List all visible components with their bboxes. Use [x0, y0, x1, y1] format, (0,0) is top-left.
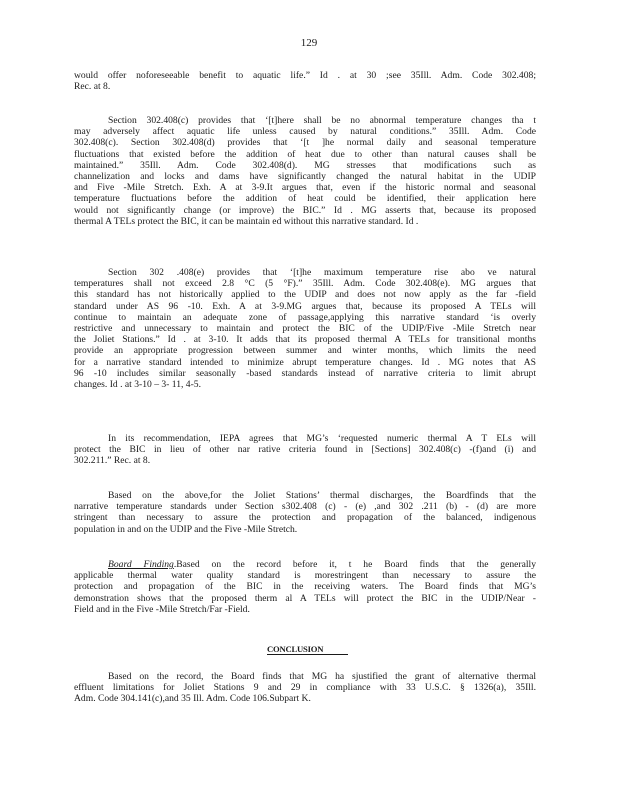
text-line: would not significantly change (or improve) the BIC.” Id . MG asserts that, because its proposed [74, 204, 536, 216]
text-line: and Five -Mile Stretch. Exh. A at 3-9.It argues that, even if the historic normal and seasonal [74, 182, 536, 194]
text-line: temperature fluctuations before the addition of heat could be identified, their application here [74, 193, 536, 205]
text-line: Based on the above,for the Joliet Stations’ thermal discharges, the Boardfinds that the [108, 490, 536, 501]
paragraph-3 [74, 267, 536, 390]
text-line: changes. Id . at 3-10 – 3- 11, 4-5. [74, 379, 201, 391]
text-line: stringent than necessary to assure the protection and propagation of the balanced, indigenous [74, 512, 536, 524]
text-line: Section 302.408(c) provides that ‘[t]here shall be no abnormal temperature changes tha t [108, 115, 536, 126]
text-line-rest: .Based on the record before it, t he Board finds that the generally [173, 559, 537, 570]
text-line [74, 559, 536, 570]
text-line: Rec. at 8. [74, 81, 111, 93]
text-line: Field and in the Five -Mile Stretch/Far -Field. [74, 603, 250, 615]
text-line: Adm. Code 304.141(c),and 35 Ill. Adm. Code 106.Subpart K. [74, 693, 311, 705]
text-line: 302.211.” Rec. at 8. [74, 455, 151, 467]
text-line: 96 -10 includes similar seasonally -based standards instead of narrative criteria to limit abrupt [74, 367, 536, 379]
paragraph-7 [74, 671, 536, 705]
text-line: this standard has not historically applied to the UDIP and does not now apply as the far -field [74, 289, 536, 301]
paragraph-5 [74, 490, 536, 535]
text-line: In its recommendation, IEPA agrees that MG’s ‘requested numeric thermal A T ELs will [108, 433, 536, 444]
text-line: may adversely affect aquatic life unless caused by natural conditions.” 35Ill. Adm. Code [74, 126, 536, 138]
text-line: thermal A TELs protect the BIC, it can be maintain ed without this narrative standard. Id . [74, 215, 419, 227]
paragraph-2 [74, 115, 536, 227]
text-line: continue to maintain an adequate zone of passage,applying this narrative standard ‘is overly [74, 311, 536, 323]
text-line: would offer noforeseeable benefit to aquatic life.” Id . at 30 ;see 35Ill. Adm. Code 302.408; [74, 70, 536, 81]
text-line: demonstration shows that the proposed therm al A TELs will protect the BIC in the UDIP/Near - [74, 592, 536, 604]
text-line: the Joliet Stations.” Id . at 3-10. It adds that its proposed thermal A TELs for transitional months [74, 334, 536, 346]
text-line: protect the BIC in lieu of other nar rative criteria found in [Sections] 302.408(c) -(f)and (i) and [74, 444, 536, 456]
text-line: fluctuations that existed before the addition of heat due to other than natural causes shall be [74, 148, 536, 160]
text-line: narrative temperature standards under Section s302.408 (c) - (e) ,and 302 .211 (b) - (d) are more [74, 501, 536, 513]
text-line: maintained.” 35Ill. Adm. Code 302.408(d). MG stresses that modifications such as [74, 159, 536, 171]
paragraph-4 [74, 433, 536, 467]
text-line: 302.408(c). Section 302.408(d) provides that ‘[t ]he normal daily and seasonal temperature [74, 137, 536, 149]
text-line: temperatures shall not exceed 2.8 °C (5 °F).” 35Ill. Adm. Code 302.408(e). MG argues that [74, 278, 536, 290]
text-line: standard under AS 96 -10. Exh. A at 3-9.MG argues that, because its proposed A TELs will [74, 300, 536, 312]
text-line: protection and propagation of the BIC in the receiving waters. The Board finds that MG’s [74, 581, 536, 593]
text-line: applicable thermal water quality standard is morestringent than necessary to assure the [74, 570, 536, 582]
text-line: for a narrative standard intended to minimize abrupt temperature changes. Id . MG notes that AS [74, 356, 536, 368]
text-line: Section 302 .408(e) provides that ‘[t]he maximum temperature rise abo ve natural [108, 267, 536, 278]
text-line: channelization and locks and dams have significantly changed the natural habitat in the UDIP [74, 171, 536, 183]
paragraph-6 [74, 559, 536, 615]
text-line: population in and on the UDIP and the Five -Mile Stretch. [74, 523, 298, 535]
text-line: restrictive and unnecessary to maintain and protect the BIC of the UDIP/Five -Mile Stretch near [74, 323, 536, 335]
text-line: provide an appropriate progression between summer and winter months, which limits the need [74, 345, 536, 357]
conclusion-heading: CONCLUSION [267, 644, 348, 655]
board-finding-label: Board Finding [108, 559, 174, 570]
text-line: Based on the record, the Board finds that MG ha sjustified the grant of alternative thermal [108, 671, 536, 682]
text-line: effluent limitations for Joliet Stations 9 and 29 in compliance with 33 U.S.C. § 1326(a), 35Ill. [74, 682, 536, 694]
paragraph-1 [74, 70, 536, 92]
page-number: 129 [300, 37, 318, 49]
